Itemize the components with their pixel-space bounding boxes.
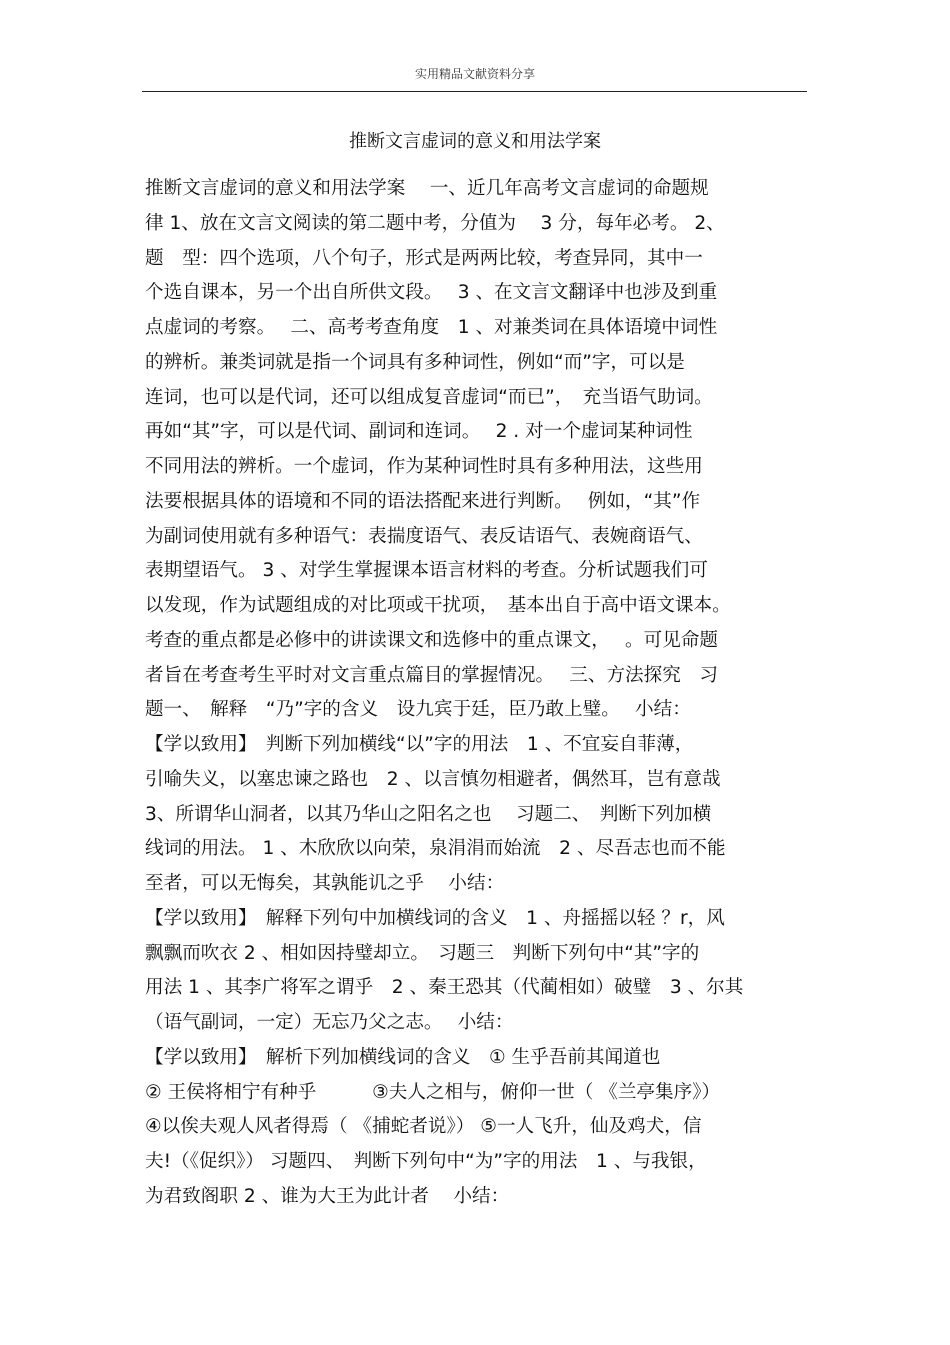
text-line: 考查的重点都是必修中的讲读课文和选修中的重点课文， 。可见命题 xyxy=(145,629,719,651)
text-line: 题一、 解释 “乃”字的含义 设九宾于廷，臣乃敢上璧。 小结： xyxy=(145,699,691,721)
text-line: 不同用法的辨析。一个虚词，作为某种词性时具有多种用法，这些用 xyxy=(145,456,703,477)
text-line: 再如“其”字，可以是代词、副词和连词。 2 . 对一个虚词某种词性 xyxy=(145,421,693,443)
text-line: 用法 1 、其李广将军之谓乎 2 、秦王恐其（代蔺相如）破璧 3 、尔其 xyxy=(145,977,744,999)
text-line: 【学以致用】 解析下列加横线词的含义 ① 生乎吾前其闻道也 xyxy=(145,1046,661,1068)
text-line: 夫!（《促织》） 习题四、 判断下列句中“为”字的用法 1 、与我银， xyxy=(145,1151,707,1172)
text-line: （语气副词，一定）无忘乃父之志。 小结： xyxy=(145,1012,514,1033)
body-text xyxy=(145,172,813,1215)
text-line: 律 1、放在文言文阅读的第二题中考，分值为 3 分，每年必考。 2、 xyxy=(145,212,725,234)
text-line: 【学以致用】 解释下列句中加横线词的含义 1 、舟摇摇以轻 ？r，风 xyxy=(145,907,725,929)
document-title: 推断文言虚词的意义和用法学案 xyxy=(349,131,601,152)
text-line: 为副词使用就有多种语气：表揣度语气、表反诘语气、表婉商语气、 xyxy=(145,525,703,547)
text-line: 为君致阁职 2 、谁为大王为此计者 小结： xyxy=(145,1185,510,1207)
text-line: 个选自课本，另一个出自所供文段。 3 、在文言文翻译中也涉及到重 xyxy=(145,282,718,304)
text-line: 至者，可以无悔矣，其孰能讥之乎 小结： xyxy=(145,873,505,894)
text-line: 法要根据具体的语境和不同的语法搭配来进行判断。 例如，“其”作 xyxy=(145,490,701,512)
text-line: 者旨在考查考生平时对文言重点篇目的掌握情况。 三、方法探究 习 xyxy=(145,664,719,686)
running-header: 实用精品文献资料分享 xyxy=(414,67,535,81)
text-line: 的辨析。兼类词就是指一个词具有多种词性，例如“而”字，可以是 xyxy=(145,351,685,373)
text-line: 线词的用法。 1 、木欣欣以向荣，泉涓涓而始流 2 、尽吾志也而不能 xyxy=(145,838,726,860)
text-line: 题 型：四个选项，八个句子，形式是两两比较，考查异同，其中一 xyxy=(145,247,703,269)
text-line: 飘飘而吹衣 2 、相如因持璧却立。 习题三 判断下列句中“其”字的 xyxy=(145,942,700,964)
text-line: 连词，也可以是代词，还可以组成复音虚词“而已”， 充当语气助词。 xyxy=(145,386,713,408)
text-line: 表期望语气。 3 、对学生掌握课本语言材料的考查。分析试题我们可 xyxy=(145,560,708,582)
header-divider xyxy=(142,91,807,92)
text-line: ④以俟夫观人风者得焉（ 《捕蛇者说》） ⑤一人飞升，仙及鸡犬，信 xyxy=(145,1116,702,1138)
text-line: 推断文言虚词的意义和用法学案 一、近几年高考文言虚词的命题规 xyxy=(145,178,709,199)
text-line: ② 王侯将相宁有种乎 ③夫人之相与，俯仰一世（ 《兰亭集序》） xyxy=(145,1081,721,1103)
text-line: 点虚词的考察。 二、高考考查角度 1 、对兼类词在具体语境中词性 xyxy=(145,317,718,338)
text-line: 【学以致用】 判断下列加横线“以”字的用法 1 、不宜妄自菲薄， xyxy=(145,734,694,755)
text-line: 以发现，作为试题组成的对比项或干扰项， 基本出自于高中语文课本。 xyxy=(145,595,731,616)
text-line: 3、所谓华山洞者，以其乃华山之阳名之也 习题二、 判断下列加横 xyxy=(145,803,712,825)
text-line: 引喻失义，以塞忠谏之路也 2 、以言慎勿相避者，偶然耳，岂有意哉 xyxy=(145,768,721,790)
